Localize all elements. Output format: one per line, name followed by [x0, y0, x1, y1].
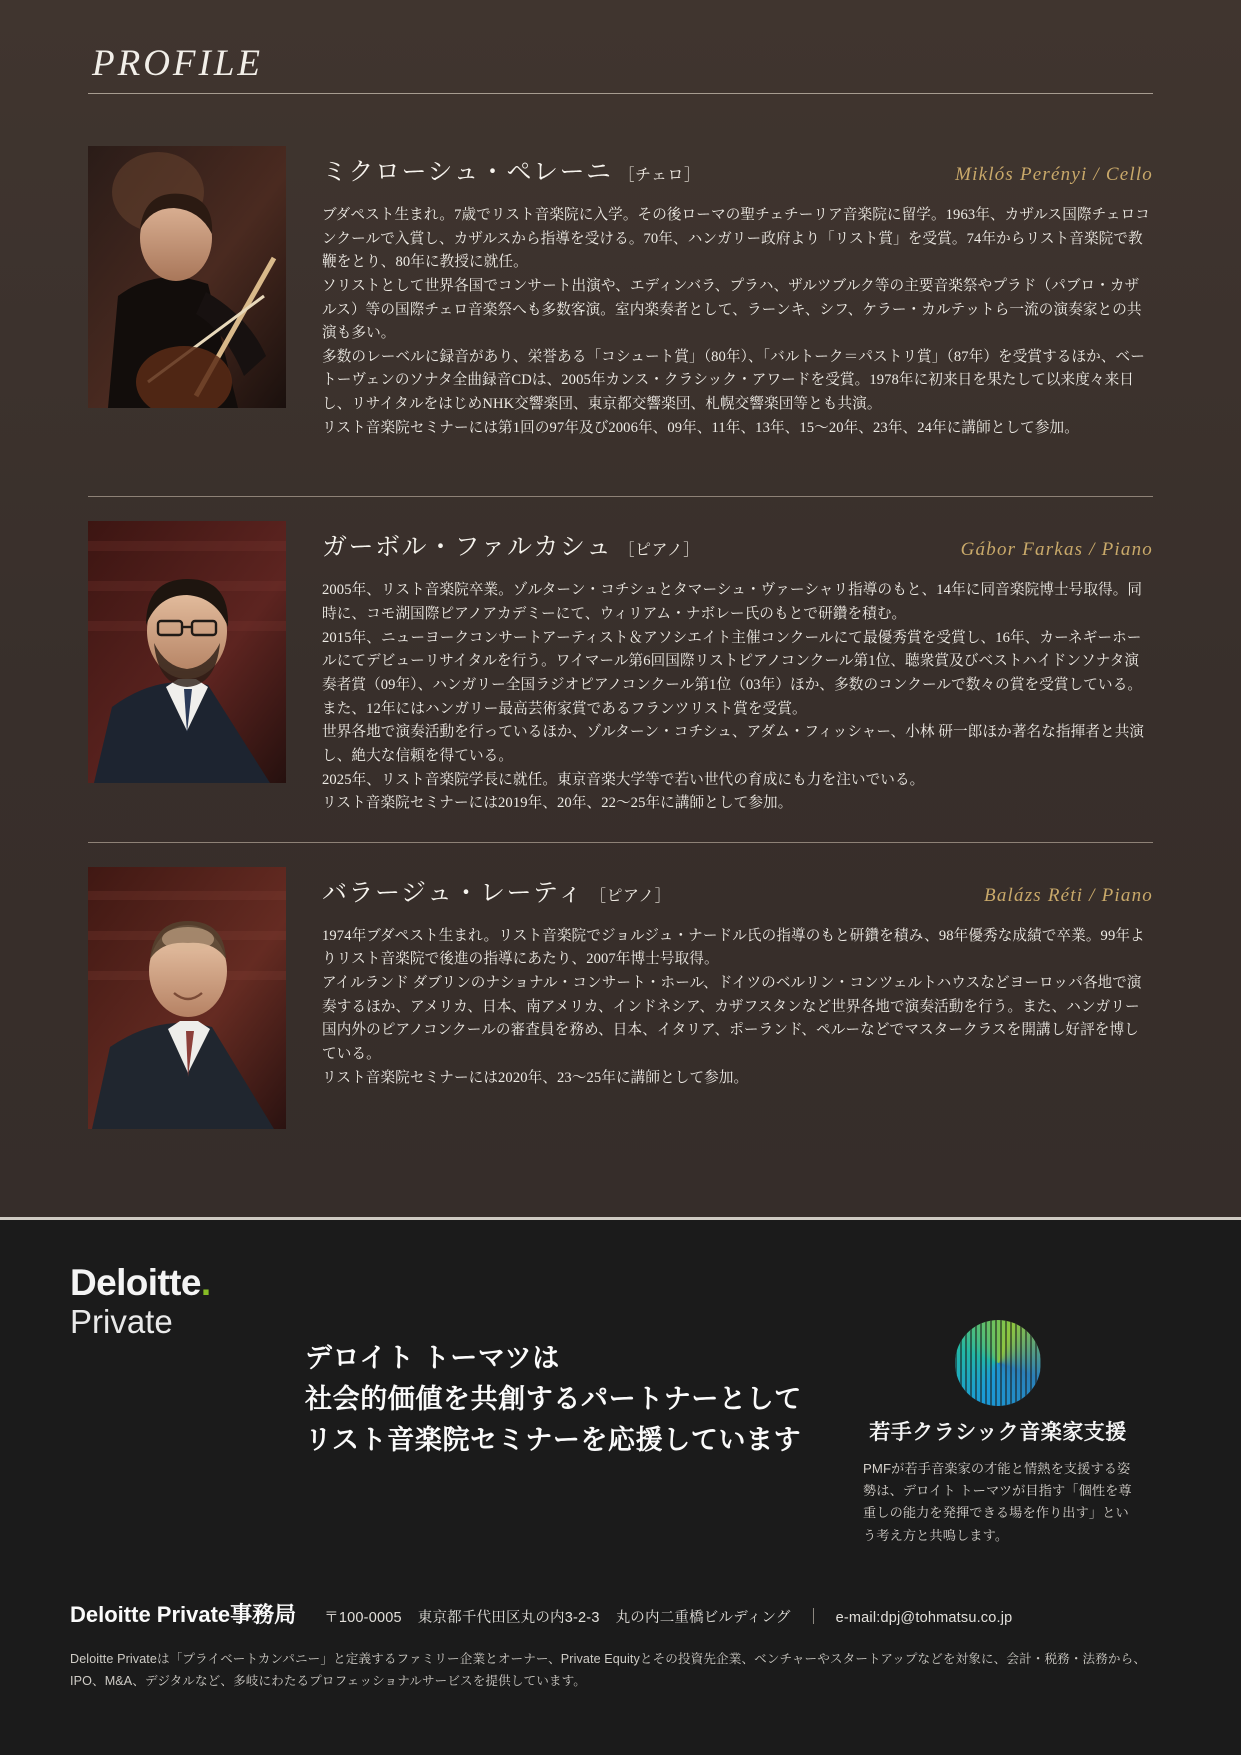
performer-instrument-jp: ［チェロ］: [618, 167, 701, 184]
deloitte-logo: [70, 1264, 211, 1341]
deloitte-green-dot: .: [200, 1262, 211, 1303]
contact-divider: [813, 1608, 814, 1624]
disclaimer-line: IPO、M&A、デジタルなど、多岐にわたるプロフェッショナルサービスを提供しています。: [70, 1674, 586, 1689]
performer-name-row: [322, 152, 1153, 188]
performer-name-en: Miklós Perényi / Cello: [955, 164, 1153, 185]
office-name: Deloitte Private事務局: [70, 1602, 297, 1627]
performer-name-jp: ミクローシュ・ペレーニ ［チェロ］: [322, 159, 701, 186]
office-address-line1: 東京都千代田区丸の内3-2-3: [417, 1610, 600, 1626]
performer-photo-perenyi: [88, 146, 286, 408]
support-program-title: 若手クラシック音楽家支援: [869, 1421, 1127, 1444]
sponsor-advertisement: [0, 1217, 1241, 1755]
office-address-line2: 丸の内二重橋ビルディング: [615, 1610, 791, 1626]
performer-bio: [322, 579, 1153, 815]
sponsor-message: [305, 1338, 802, 1461]
bio-paragraph: ソリストとして世界各国でコンサート出演や、エディンバラ、プラハ、ザルツブルク等の主要音楽祭やプラド（パブロ・カザルス）等の国際チェロ音楽祭へも多数客演。室内楽奏者として、ラーンキ、シフ、ケラー・カルテットら一流の演奏家との共演も多い。: [322, 277, 1142, 342]
performer-name-jp: バラージュ・レーティ ［ピアノ］: [322, 879, 672, 907]
office-email[interactable]: e-mail:dpj@tohmatsu.co.jp: [835, 1610, 1013, 1626]
bio-paragraph: リスト音楽院セミナーには第1回の97年及び2006年、09年、11年、13年、15〜20年、23年、24年に講師として参加。: [322, 419, 1079, 436]
sponsor-message-line: 社会的価値を共創するパートナーとして: [305, 1384, 802, 1415]
performer-instrument-jp: ［ピアノ］: [590, 887, 672, 905]
header-divider: [88, 93, 1153, 94]
bio-paragraph: ブダペスト生まれ。7歳でリスト音楽院に入学。その後ローマの聖チェチーリア音楽院に留学。1963年、カザルス国際チェロコンクールで入賞し、カザルスから指導を受ける。70年、ハンガリー政府より「リスト賞」を受賞。74年からリスト音楽院で教鞭をとり、80年に教授に就任。: [322, 207, 1150, 271]
performer-bio: [322, 204, 1153, 440]
office-zip: 〒100-0005: [324, 1610, 402, 1626]
bio-paragraph: 2025年、リスト音楽院学長に就任。東京音楽大学等で若い世代の育成にも力を注いでいる。: [322, 771, 925, 788]
support-circle-icon: [955, 1320, 1041, 1406]
disclaimer-line: Deloitte Privateは「プライベートカンパニー」と定義するファミリー企業とオーナー、Private Equityとその投資先企業、ベンチャーやスタートアップなどを対象に、会計・税務・法務から、: [70, 1652, 1147, 1666]
bio-paragraph: 2005年、リスト音楽院卒業。ゾルターン・コチシュとタマーシュ・ヴァーシャリ指導のもと、14年に同音楽院博士号取得。同時に、コモ湖国際ピアノアカデミーにて、ウィリアム・ナボレー氏のもとで研鑽を積む。: [322, 582, 1143, 623]
sponsor-message-line: リスト音楽院セミナーを応援しています: [305, 1425, 802, 1456]
support-program-text: PMFが若手音楽家の才能と情熱を支援する姿勢は、デロイト トーマツが目指す「個性を尊重しの能力を発揮できる場を作り出す」という考え方と共鳴します。: [863, 1461, 1132, 1543]
bio-paragraph: 1974年ブダペスト生まれ。リスト音楽院でジョルジュ・ナードル氏の指導のもと研鑽を積み、98年優秀な成績で卒業。99年よりリスト音楽院で後進の指導にあたり、2007年博士号取得。: [322, 927, 1145, 968]
sponsor-message-line: デロイト トーマツは: [305, 1343, 560, 1373]
performer-bio: [322, 925, 1153, 1090]
profile-list: [0, 122, 1241, 1129]
profile-entry-perenyi: [0, 122, 1241, 440]
performer-photo-reti: [88, 867, 286, 1129]
sponsor-disclaimer: [70, 1648, 1171, 1692]
bio-paragraph: 世界各地で演奏活動を行っているほか、ゾルターン・コチシュ、アダム・フィッシャー、小林 研一郎ほか著名な指揮者と共演し、絶大な信頼を得ている。: [322, 724, 1145, 764]
office-contact-row: [70, 1598, 1181, 1629]
support-program-block: [863, 1320, 1133, 1547]
bio-paragraph: 2015年、ニューヨークコンサートアーティスト＆アソシエイト主催コンクールにて最優秀賞を受賞し、16年、カーネギーホールにてデビューリサイタルを行う。ワイマール第6回国際リストピアノコンクール第1位、聴衆賞及びベストハイドンソナタ演奏者賞（09年）、ハンガリー全国ラジオピアノコンクール第1位（03年）ほか、多数のコンクールで数々の賞を受賞している。また、12年にはハンガリー最高芸術家賞であるフランツリスト賞を受賞。: [322, 629, 1143, 717]
performer-name-en: Gábor Farkas / Piano: [960, 539, 1153, 561]
bio-paragraph: アイルランド ダブリンのナショナル・コンサート・ホール、ドイツのベルリン・コンツェルトハウスなどヨーロッパ各地で演奏するほか、アメリカ、日本、南アメリカ、インドネシア、カザフスタンなど世界各地で演奏活動を行う。また、ハンガリー国内外のピアノコンクールの審査員を務め、日本、イタリア、ポーランド、ペルーなどでマスタークラスを開講し好評を博している。: [322, 975, 1142, 1063]
deloitte-private-label: Private: [70, 1303, 173, 1340]
profile-entry-reti: [0, 843, 1241, 1129]
bio-paragraph: 多数のレーベルに録音があり、栄誉ある「コシュート賞」（80年）、「バルトーク＝パストリ賞」（87年）を受賞するほか、ベートーヴェンのソナタ全曲録音CDは、2005年カンス・クラシック・アワードを受賞。1978年に初来日を果たして以来度々来日し、リサイタルをはじめNHK交響楽団、東京都交響楽団、札幌交響楽団等とも共演。: [322, 348, 1145, 413]
deloitte-wordmark: Deloitte.: [70, 1262, 211, 1303]
performer-photo-farkas: [88, 521, 286, 783]
performer-instrument-jp: ［ピアノ］: [618, 542, 700, 560]
page-title: PROFILE: [92, 43, 264, 84]
page-header: [88, 42, 1153, 94]
performer-name-row: [322, 527, 1153, 563]
performer-name-jp: ガーボル・ファルカシュ ［ピアノ］: [322, 534, 700, 562]
bio-paragraph: リスト音楽院セミナーには2019年、20年、22〜25年に講師として参加。: [322, 795, 793, 812]
profile-entry-farkas: [0, 497, 1241, 815]
performer-name-en: Balázs Réti / Piano: [984, 884, 1153, 906]
performer-name-row: [322, 873, 1153, 909]
office-address: [324, 1606, 1012, 1627]
bio-paragraph: リスト音楽院セミナーには2020年、23〜25年に講師として参加。: [322, 1069, 749, 1086]
